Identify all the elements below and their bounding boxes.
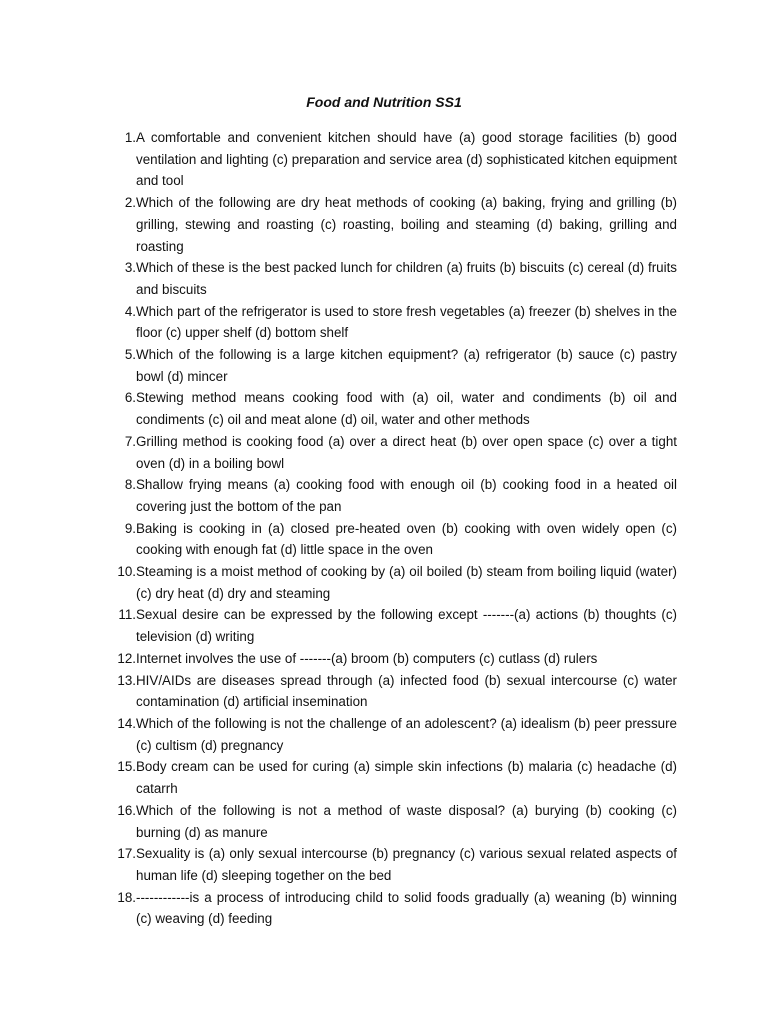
question-item [100,756,677,799]
question-number [100,257,136,279]
question-number-label: 2. [124,195,136,211]
question-number-label: 11. [118,607,136,623]
question-number-label: 13. [117,672,136,688]
question-number-label: 15. [117,759,136,775]
question-number [100,843,136,865]
question-number [100,887,136,909]
question-text: Which of these is the best packed lunch for children (a) fruits (b) biscuits (c) cereal (d) fruits and biscuits [136,260,677,297]
question-number [100,387,136,409]
question-number [100,344,136,366]
question-text: Stewing method means cooking food with (a) oil, water and condiments (b) oil and condiments (c) oil and meat alone (d) oil, water and other methods [136,390,677,428]
question-text: Which of the following is a large kitchen equipment? (a) refrigerator (b) sauce (c) pastry bowl (d) mincer [136,347,677,384]
question-number [100,800,136,822]
question-text: Body cream can be used for curing (a) simple skin infections (b) malaria (c) headache (d) catarrh [136,759,677,797]
question-item [100,648,677,670]
question-text: Which of the following are dry heat methods of cooking (a) baking, frying and grilling (b) grilling, stewing and roasting (c) roasting, boiling and steaming (d) baking, grilling and roasting [136,195,677,254]
question-text: Which part of the refrigerator is used to store fresh vegetables (a) freezer (b) shelves in the floor (c) upper shelf (d) bottom shelf [136,303,677,341]
question-number [100,192,136,214]
question-number-label: 7. [124,433,136,449]
question-text: Baking is cooking in (a) closed pre-heated oven (b) cooking with oven widely open (c) cooking with enough fat (d) little space in the oven [136,520,677,558]
question-number-label: 6. [124,390,136,406]
question-text: Steaming is a moist method of cooking by (a) oil boiled (b) steam from boiling liquid (water) (c) dry heat (d) dry and steaming [136,564,677,601]
question-number-label: 1. [124,130,136,145]
question-number [100,604,136,626]
question-text: HIV/AIDs are diseases spread through (a) infected food (b) sexual intercourse (c) water contamination (d) artificial insemination [136,672,677,710]
question-item [100,887,677,930]
question-number [100,518,136,540]
question-number-label: 8. [124,477,136,493]
question-number [100,756,136,778]
question-number-label: 18. [117,889,136,905]
question-text: ------------is a process of introducing child to solid foods gradually (a) weaning (b) winning (c) weaving (d) feeding [136,889,677,927]
question-item [100,604,677,647]
question-text: Sexuality is (a) only sexual intercourse (b) pregnancy (c) various sexual related aspects of human life (d) sleeping together on the bed [136,846,677,883]
question-text: Shallow frying means (a) cooking food with enough oil (b) cooking food in a heated oil covering just the bottom of the pan [136,477,677,514]
question-number-label: 17. [117,846,136,862]
question-item [100,474,677,517]
question-text: Sexual desire can be expressed by the following except -------(a) actions (b) thoughts (c) television (d) writing [136,607,677,645]
question-text: Which of the following is not the challenge of an adolescent? (a) idealism (b) peer pressure (c) cultism (d) pregnancy [136,715,677,753]
question-number-label: 14. [117,715,136,731]
question-text: A comfortable and convenient kitchen should have (a) good storage facilities (b) good ventilation and lighting (c) preparation and service area (d) sophisticated kitchen equipment and tool [136,130,677,189]
question-number-label: 9. [124,520,136,536]
question-number [100,474,136,496]
question-text: Which of the following is not a method of waste disposal? (a) burying (b) cooking (c) burning (d) as manure [136,802,677,840]
question-number-label: 3. [124,260,136,276]
question-item [100,713,677,756]
question-number [100,301,136,323]
question-text: Grilling method is cooking food (a) over a direct heat (b) over open space (c) over a tight oven (d) in a boiling bowl [136,433,677,471]
page-title: Food and Nutrition SS1 [306,94,462,110]
question-number [100,127,136,149]
question-item [100,670,677,713]
question-number [100,648,136,670]
question-item [100,561,677,604]
question-number [100,561,136,583]
question-item [100,387,677,430]
question-number-label: 4. [124,303,136,319]
question-item [100,127,677,192]
question-number-label: 12. [117,650,136,666]
question-item [100,843,677,886]
question-number [100,713,136,735]
question-number-label: 5. [124,347,136,363]
question-item [100,192,677,257]
question-number-label: 16. [117,802,136,818]
question-item [100,301,677,344]
question-number-label: 10. [117,564,136,580]
question-text: Internet involves the use of -------(a) broom (b) computers (c) cutlass (d) rulers [136,650,598,666]
question-item [100,800,677,843]
question-list [100,127,677,930]
question-number [100,431,136,453]
question-number [100,670,136,692]
question-item [100,518,677,561]
question-item [100,257,677,300]
question-item [100,344,677,387]
question-item [100,431,677,474]
